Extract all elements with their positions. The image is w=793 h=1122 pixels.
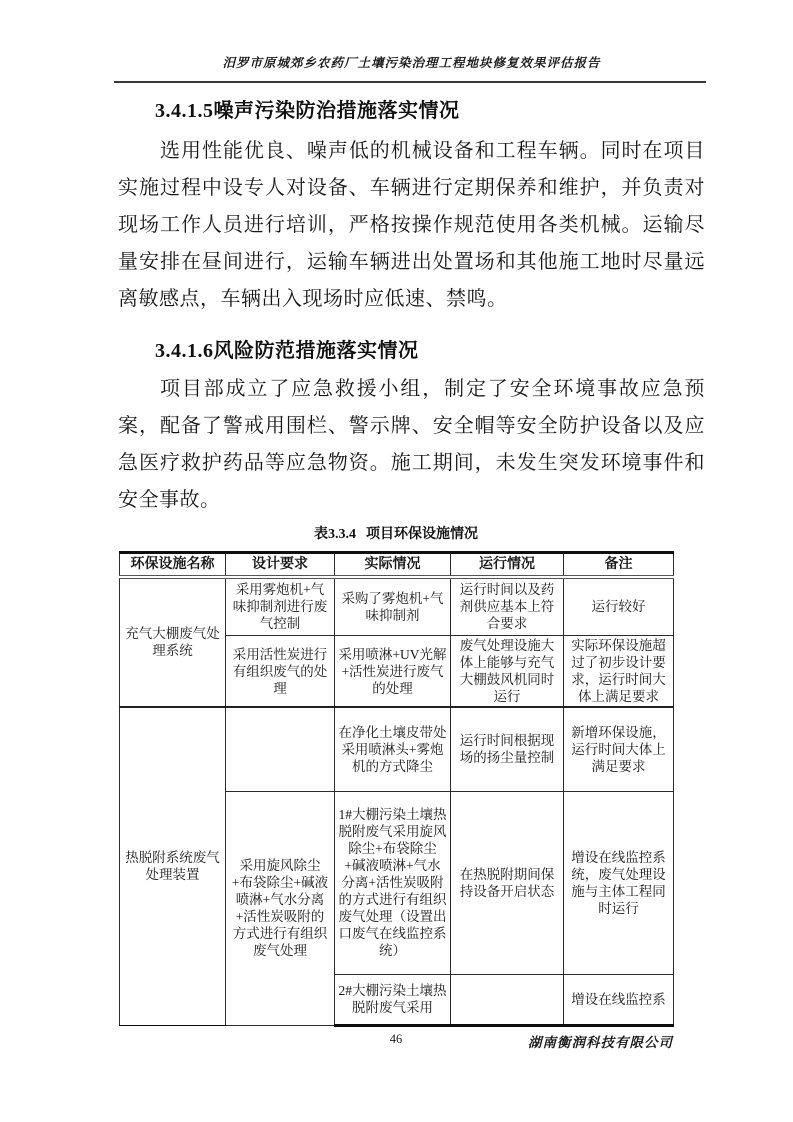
actual-cell: 2#大棚污染土壤热脱附废气采用 [335,974,451,1025]
col-header-design: 设计要求 [226,553,335,577]
facility-cell-aeration-shed: 充气大棚废气处理系统 [120,577,226,708]
remark-cell: 实际环保设施超过了初步设计要求，运行时间大体上满足要求 [564,636,674,708]
section-heading-3416: 3.4.1.6风险防范措施落实情况 [155,340,419,362]
operation-cell: 废气处理设施大体上能够与充气大棚鼓风机同时运行 [451,636,564,708]
operation-cell: 运行时间根据现场的扬尘量控制 [451,707,564,791]
remark-cell: 新增环保设施，运行时间大体上满足要求 [564,707,674,791]
operation-cell [451,974,564,1025]
facility-cell-thermal-desorption: 热脱附系统废气处理装置 [120,707,226,1025]
table-header-row [120,553,674,577]
section-heading-3415: 3.4.1.5噪声污染防治措施落实情况 [155,100,460,122]
section-paragraph-3416: 项目部成立了应急救援小组，制定了安全环境事故应急预案，配备了警戒用围栏、警示牌、安全帽等安全防护设备以及应急医疗救护药品等应急物资。施工期间，未发生突发环境事件和安全事故。 [118,378,705,511]
operation-cell: 运行时间以及药剂供应基本上符合要求 [451,577,564,636]
page-footer [119,1032,673,1054]
col-header-actual: 实际情况 [335,553,451,577]
table-caption-label: 表3.3.4 [314,527,356,542]
remark-cell: 增设在线监控系统，废气处理设施与主体工程同时运行 [564,791,674,974]
design-cell: 采用活性炭进行有组织废气的处理 [226,636,335,708]
remark-cell: 增设在线监控系 [564,974,674,1025]
actual-cell: 采购了雾炮机+气味抑制剂 [335,577,451,636]
table-row [120,707,674,791]
actual-cell: 采用喷淋+UV光解+活性炭进行废气的处理 [335,636,451,708]
col-header-facility: 环保设施名称 [120,553,226,577]
design-cell [226,707,335,791]
table-row [120,577,674,636]
table-caption [119,523,673,543]
section-paragraph-3415: 选用性能优良、噪声低的机械设备和工程车辆。同时在项目实施过程中设专人对设备、车辆进行定期保养和维护，并负责对现场工作人员进行培训，严格按操作规范使用各类机械。运输尽量安排在昼间进行，运输车辆进出处置场和其他施工地时尽量远离敏感点，车辆出入现场时应低速、禁鸣。 [118,140,705,310]
page-number: 46 [389,1032,403,1046]
actual-cell: 在净化土壤皮带处采用喷淋头+雾炮机的方式降尘 [335,707,451,791]
operation-cell: 在热脱附期间保持设备开启状态 [451,791,564,974]
remark-cell: 运行较好 [564,577,674,636]
col-header-remark: 备注 [564,553,674,577]
footer-company-name: 湖南衡润科技有限公司 [528,1035,673,1050]
design-cell: 采用旋风除尘+布袋除尘+碱液喷淋+气水分离+活性炭吸附的方式进行有组织废气处理 [226,791,335,1025]
design-cell: 采用雾炮机+气味抑制剂进行废气控制 [226,577,335,636]
env-facilities-table [119,551,674,1027]
table-caption-title: 项目环保设施情况 [366,527,478,542]
col-header-operation: 运行情况 [451,553,564,577]
header-rule [114,81,706,83]
page-header-title: 汨罗市原城郊乡农药厂土壤污染治理工程地块修复效果评估报告 [222,56,601,70]
actual-cell: 1#大棚污染土壤热脱附废气采用旋风除尘+布袋除尘+碱液喷淋+气水分离+活性炭吸附的方式进行有组织废气处理（设置出口废气在线监控系统） [335,791,451,974]
